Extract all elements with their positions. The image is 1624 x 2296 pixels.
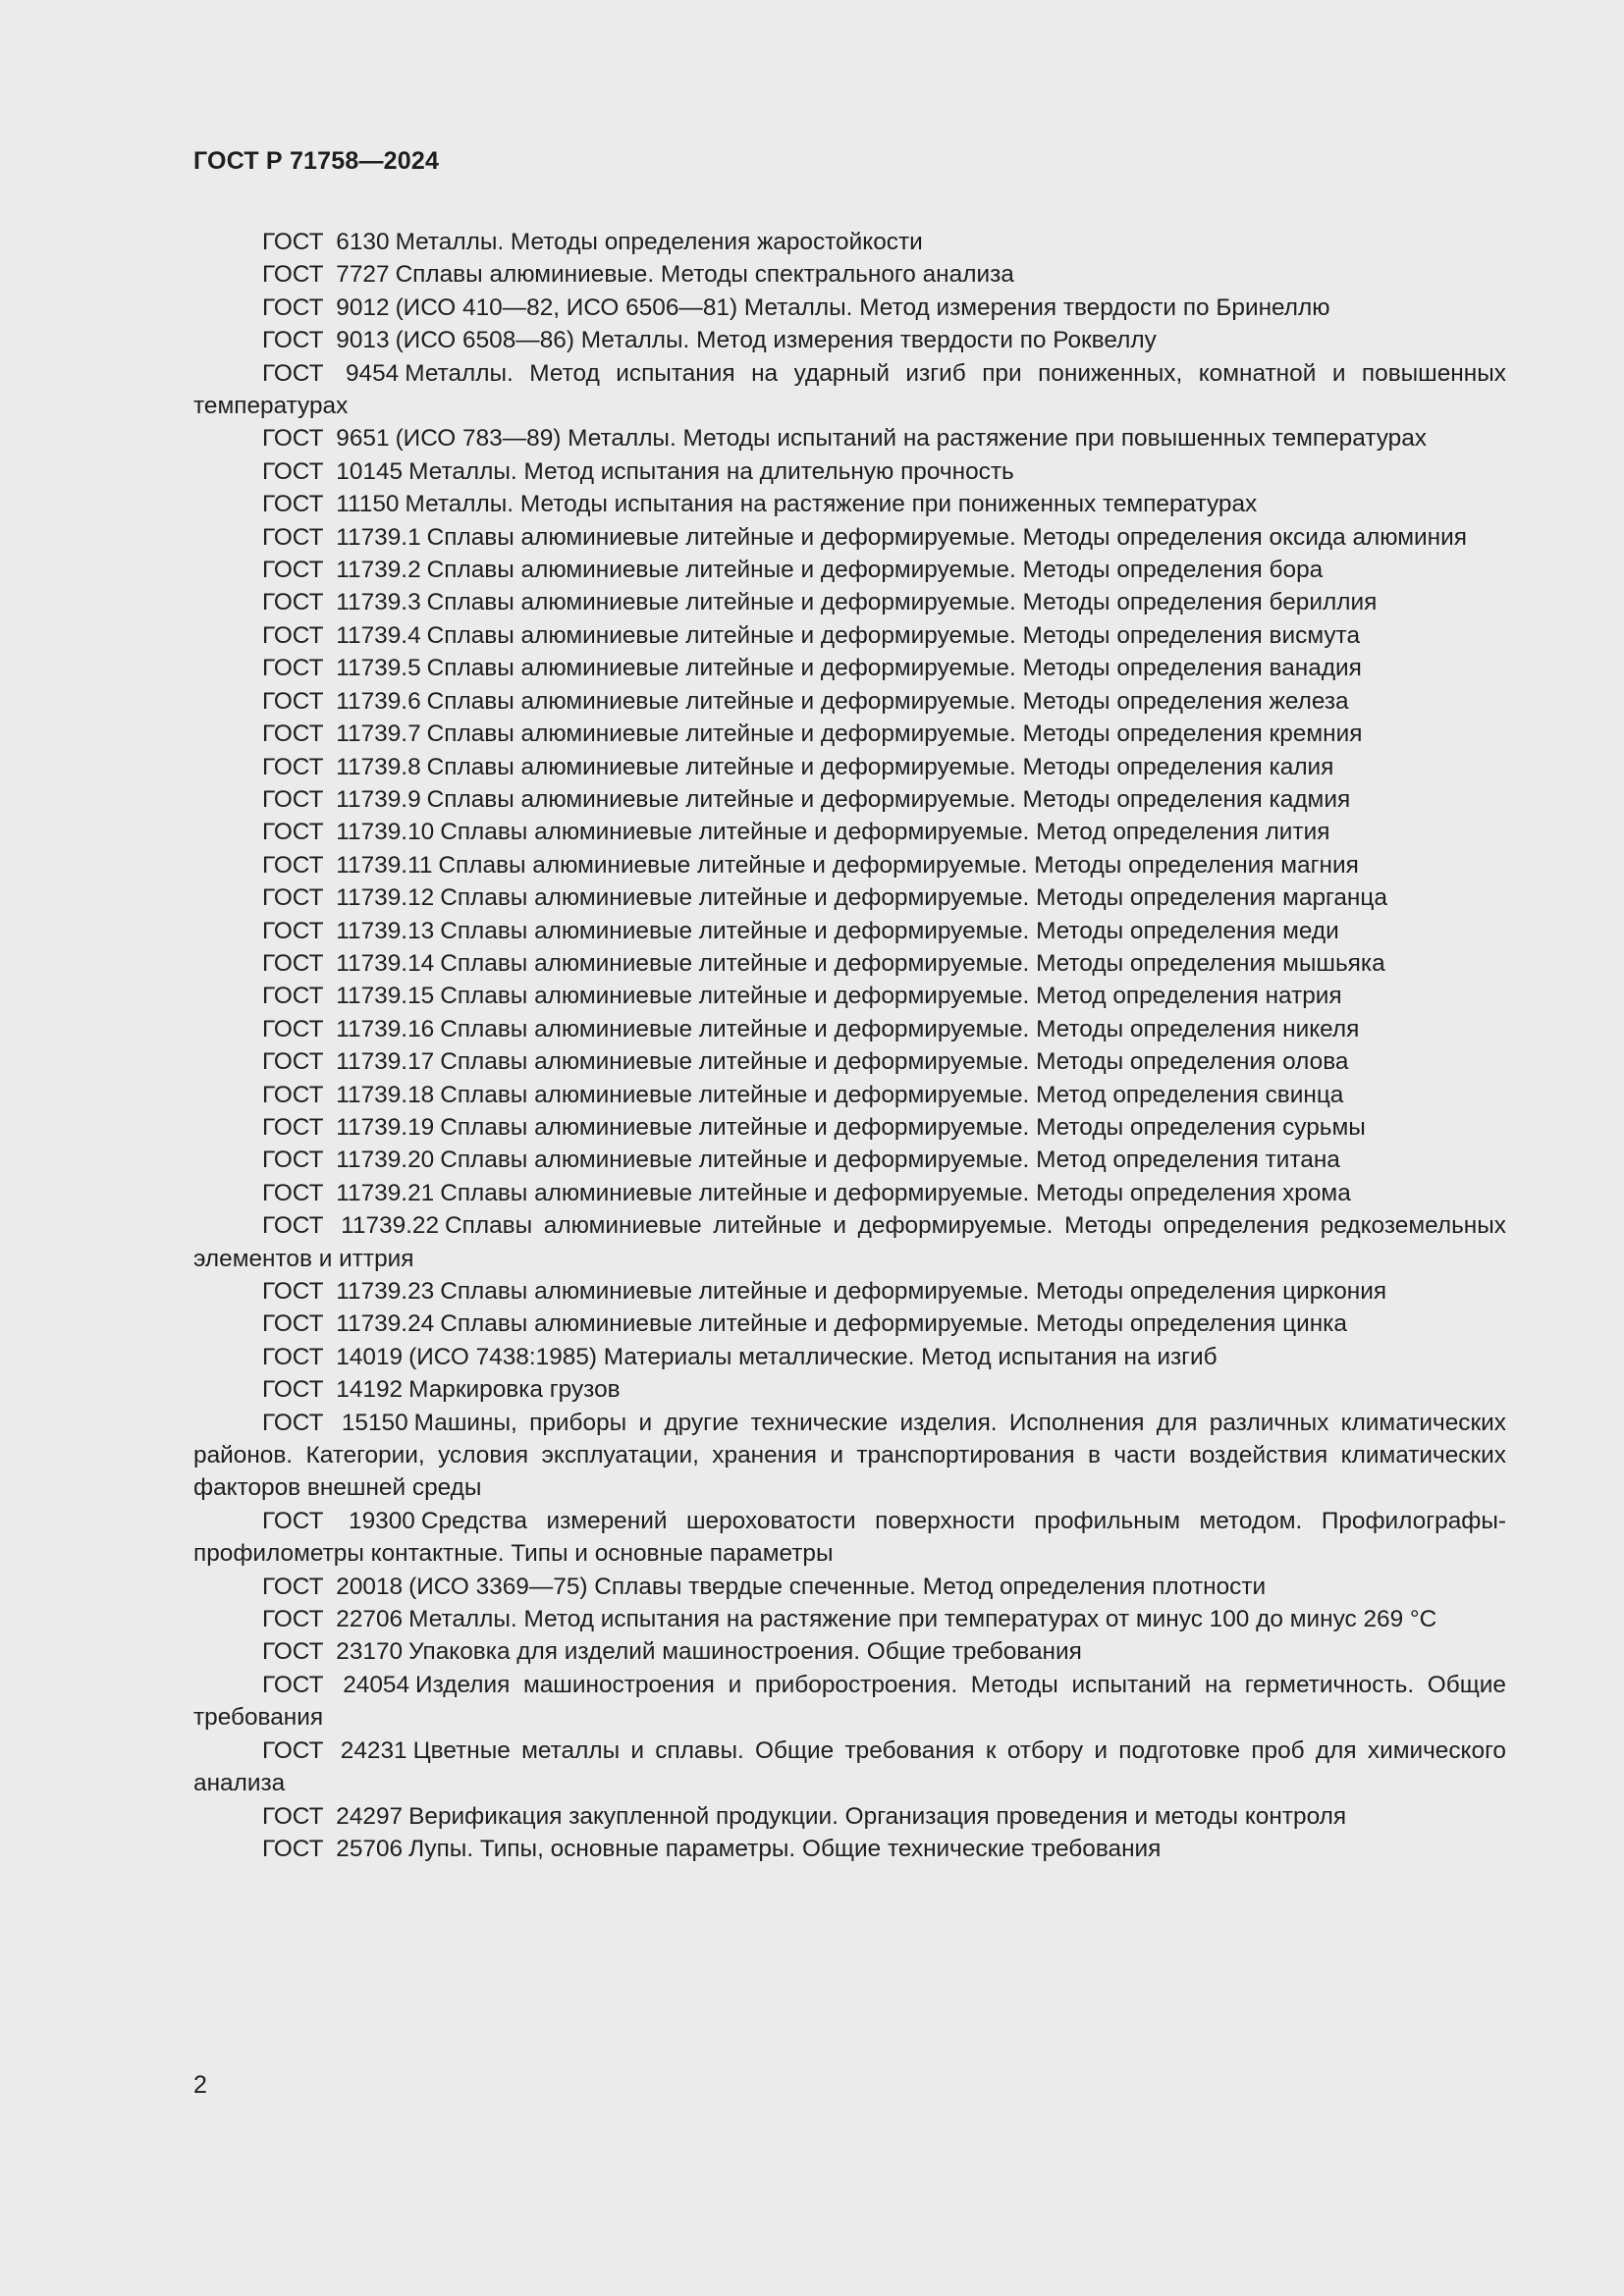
reference-code: ГОСТ 11739.14 — [262, 949, 435, 977]
reference-item — [193, 1571, 1506, 1603]
reference-title: Маркировка грузов — [408, 1376, 621, 1404]
reference-title: Машины, приборы и другие технические изделия. Исполнения для различных климатических районов. Категории, условия эксплуатации, хранения и транспортирования в части воздействия климатических факторов внешней среды — [193, 1409, 1506, 1502]
reference-code: ГОСТ 11739.18 — [262, 1081, 435, 1108]
reference-title: Сплавы алюминиевые литейные и деформируемые. Методы определения бериллия — [426, 589, 1378, 616]
reference-title: (ИСО 783—89) Металлы. Методы испытаний на растяжение при повышенных температурах — [395, 425, 1427, 453]
reference-item — [193, 685, 1506, 718]
reference-code: ГОСТ 11739.1 — [262, 523, 421, 551]
reference-code: ГОСТ 11739.3 — [262, 589, 421, 616]
reference-code: ГОСТ 11739.8 — [262, 753, 421, 780]
reference-title: Упаковка для изделий машиностроения. Общие требования — [408, 1638, 1082, 1666]
reference-item — [193, 1209, 1506, 1275]
reference-title: Сплавы алюминиевые литейные и деформируемые. Методы определения оксида алюминия — [426, 523, 1467, 551]
reference-item — [193, 881, 1506, 914]
reference-item — [193, 488, 1506, 520]
reference-item — [193, 1111, 1506, 1144]
page-number: 2 — [193, 2071, 207, 2099]
reference-item — [193, 1603, 1506, 1635]
reference-item — [193, 226, 1506, 258]
reference-code: ГОСТ 11739.19 — [262, 1113, 435, 1141]
reference-item — [193, 586, 1506, 618]
reference-title: Сплавы алюминиевые литейные и деформируемые. Методы определения ванадия — [426, 655, 1362, 682]
reference-code: ГОСТ 11739.24 — [262, 1310, 435, 1338]
reference-title: Металлы. Методы определения жаростойкости — [395, 229, 923, 255]
reference-item — [193, 652, 1506, 684]
reference-code: ГОСТ 11739.16 — [262, 1015, 435, 1042]
reference-title: Сплавы алюминиевые литейные и деформируемые. Методы определения никеля — [440, 1015, 1360, 1042]
reference-code: ГОСТ 9651 — [262, 425, 390, 453]
reference-code: ГОСТ 11739.17 — [262, 1048, 435, 1076]
reference-title: Сплавы алюминиевые литейные и деформируемые. Методы определения бора — [426, 557, 1324, 584]
reference-code: ГОСТ 24054 — [262, 1671, 410, 1698]
reference-item — [193, 1275, 1506, 1308]
reference-item — [193, 1177, 1506, 1209]
reference-title: Сплавы алюминиевые литейные и деформируемые. Методы определения кадмия — [426, 785, 1351, 813]
reference-code: ГОСТ 11739.22 — [262, 1212, 440, 1240]
reference-code: ГОСТ 11739.23 — [262, 1278, 435, 1305]
reference-title: Сплавы алюминиевые литейные и деформируемые. Метод определения лития — [440, 819, 1330, 846]
reference-title: Сплавы алюминиевые литейные и деформируемые. Методы определения редкоземельных элементов и иттрия — [193, 1212, 1506, 1272]
reference-item — [193, 324, 1506, 356]
reference-item — [193, 1013, 1506, 1045]
reference-title: Сплавы алюминиевые литейные и деформируемые. Метод определения титана — [440, 1147, 1340, 1174]
reference-title: Сплавы алюминиевые. Методы спектрального анализа — [395, 261, 1014, 289]
reference-item — [193, 980, 1506, 1012]
reference-code: ГОСТ 11739.7 — [262, 721, 421, 748]
reference-item — [193, 1669, 1506, 1735]
reference-title: Металлы. Метод испытания на растяжение при температурах от минус 100 до минус 269 °С — [408, 1606, 1437, 1633]
reference-item — [193, 1045, 1506, 1078]
reference-item — [193, 1144, 1506, 1176]
reference-item — [193, 718, 1506, 750]
reference-code: ГОСТ 14192 — [262, 1376, 404, 1404]
reference-code: ГОСТ 24231 — [262, 1736, 407, 1764]
reference-item — [193, 849, 1506, 881]
reference-item — [193, 1308, 1506, 1340]
reference-code: ГОСТ 9013 — [262, 327, 390, 354]
reference-item — [193, 521, 1506, 554]
reference-code: ГОСТ 11739.2 — [262, 557, 421, 584]
reference-item — [193, 1373, 1506, 1406]
reference-title: Сплавы алюминиевые литейные и деформируемые. Методы определения магния — [438, 851, 1359, 879]
reference-list — [193, 226, 1506, 1865]
reference-code: ГОСТ 11739.11 — [262, 851, 433, 879]
reference-item — [193, 1833, 1506, 1865]
reference-code: ГОСТ 23170 — [262, 1638, 404, 1666]
reference-code: ГОСТ 11739.20 — [262, 1147, 435, 1174]
reference-item — [193, 783, 1506, 816]
reference-title: Металлы. Методы испытания на растяжение при пониженных температурах — [405, 491, 1258, 518]
reference-title: Изделия машиностроения и приборостроения. Методы испытаний на герметичность. Общие требования — [193, 1671, 1506, 1732]
reference-code: ГОСТ 14019 — [262, 1343, 404, 1370]
reference-title: Сплавы алюминиевые литейные и деформируемые. Метод определения свинца — [440, 1081, 1344, 1108]
reference-item — [193, 1800, 1506, 1833]
reference-code: ГОСТ 11739.12 — [262, 884, 435, 912]
reference-title: Сплавы алюминиевые литейные и деформируемые. Методы определения цинка — [440, 1310, 1347, 1338]
reference-code: ГОСТ 19300 — [262, 1507, 415, 1534]
reference-item — [193, 816, 1506, 848]
reference-code: ГОСТ 25706 — [262, 1835, 404, 1862]
reference-title: Сплавы алюминиевые литейные и деформируемые. Метод определения натрия — [440, 983, 1342, 1010]
reference-item — [193, 1407, 1506, 1505]
reference-title: Верификация закупленной продукции. Организация проведения и методы контроля — [408, 1802, 1347, 1830]
reference-item — [193, 1505, 1506, 1571]
reference-item — [193, 455, 1506, 488]
reference-title: (ИСО 7438:1985) Материалы металлические. Метод испытания на изгиб — [408, 1343, 1218, 1370]
reference-item — [193, 1341, 1506, 1373]
reference-item — [193, 292, 1506, 324]
reference-title: Сплавы алюминиевые литейные и деформируемые. Методы определения марганца — [440, 884, 1387, 912]
reference-title: (ИСО 410—82, ИСО 6506—81) Металлы. Метод измерения твердости по Бринеллю — [395, 294, 1330, 321]
reference-code: ГОСТ 22706 — [262, 1606, 404, 1633]
reference-item — [193, 1735, 1506, 1800]
reference-item — [193, 619, 1506, 652]
reference-code: ГОСТ 7727 — [262, 261, 390, 289]
reference-code: ГОСТ 11739.4 — [262, 621, 421, 649]
reference-code: ГОСТ 15150 — [262, 1409, 408, 1436]
reference-title: Сплавы алюминиевые литейные и деформируемые. Методы определения циркония — [440, 1278, 1387, 1305]
reference-code: ГОСТ 11739.21 — [262, 1179, 435, 1206]
reference-title: Сплавы алюминиевые литейные и деформируемые. Методы определения хрома — [440, 1179, 1351, 1206]
reference-item — [193, 258, 1506, 291]
reference-item — [193, 554, 1506, 586]
reference-item — [193, 947, 1506, 980]
reference-item — [193, 915, 1506, 947]
reference-code: ГОСТ 11739.15 — [262, 983, 435, 1010]
reference-title: Сплавы алюминиевые литейные и деформируемые. Методы определения олова — [440, 1048, 1349, 1076]
reference-code: ГОСТ 11150 — [262, 491, 400, 518]
reference-title: Сплавы алюминиевые литейные и деформируемые. Методы определения меди — [440, 917, 1339, 944]
reference-code: ГОСТ 20018 — [262, 1573, 404, 1600]
reference-item — [193, 751, 1506, 783]
reference-title: Сплавы алюминиевые литейные и деформируемые. Методы определения железа — [426, 687, 1349, 715]
reference-title: (ИСО 3369—75) Сплавы твердые спеченные. Метод определения плотности — [408, 1573, 1267, 1600]
reference-title: Металлы. Метод испытания на ударный изгиб при пониженных, комнатной и повышенных температурах — [193, 359, 1506, 420]
reference-title: Сплавы алюминиевые литейные и деформируемые. Методы определения висмута — [426, 621, 1361, 649]
reference-title: Средства измерений шероховатости поверхности профильным методом. Профилографы-профилометры контактные. Типы и основные параметры — [193, 1507, 1506, 1568]
reference-code: ГОСТ 11739.10 — [262, 819, 435, 846]
reference-title: Цветные металлы и сплавы. Общие требования к отбору и подготовке проб для химического анализа — [193, 1736, 1506, 1797]
reference-item — [193, 1635, 1506, 1668]
reference-title: Сплавы алюминиевые литейные и деформируемые. Методы определения калия — [426, 753, 1334, 780]
reference-code: ГОСТ 11739.13 — [262, 917, 435, 944]
reference-item — [193, 357, 1506, 423]
reference-item — [193, 422, 1506, 454]
reference-code: ГОСТ 11739.5 — [262, 655, 421, 682]
document-header: ГОСТ Р 71758—2024 — [193, 147, 440, 175]
reference-item — [193, 1079, 1506, 1111]
reference-code: ГОСТ 11739.6 — [262, 687, 421, 715]
reference-title: Сплавы алюминиевые литейные и деформируемые. Методы определения мышьяка — [440, 949, 1385, 977]
reference-code: ГОСТ 9012 — [262, 294, 390, 321]
reference-title: Лупы. Типы, основные параметры. Общие технические требования — [408, 1835, 1162, 1862]
reference-code: ГОСТ 10145 — [262, 457, 404, 485]
reference-code: ГОСТ 6130 — [262, 229, 390, 255]
reference-title: Металлы. Метод испытания на длительную прочность — [408, 457, 1014, 485]
reference-code: ГОСТ 24297 — [262, 1802, 404, 1830]
reference-title: Сплавы алюминиевые литейные и деформируемые. Методы определения кремния — [426, 721, 1363, 748]
reference-code: ГОСТ 9454 — [262, 359, 400, 387]
reference-code: ГОСТ 11739.9 — [262, 785, 421, 813]
reference-title: Сплавы алюминиевые литейные и деформируемые. Методы определения сурьмы — [440, 1113, 1366, 1141]
reference-title: (ИСО 6508—86) Металлы. Метод измерения твердости по Роквеллу — [395, 327, 1157, 354]
